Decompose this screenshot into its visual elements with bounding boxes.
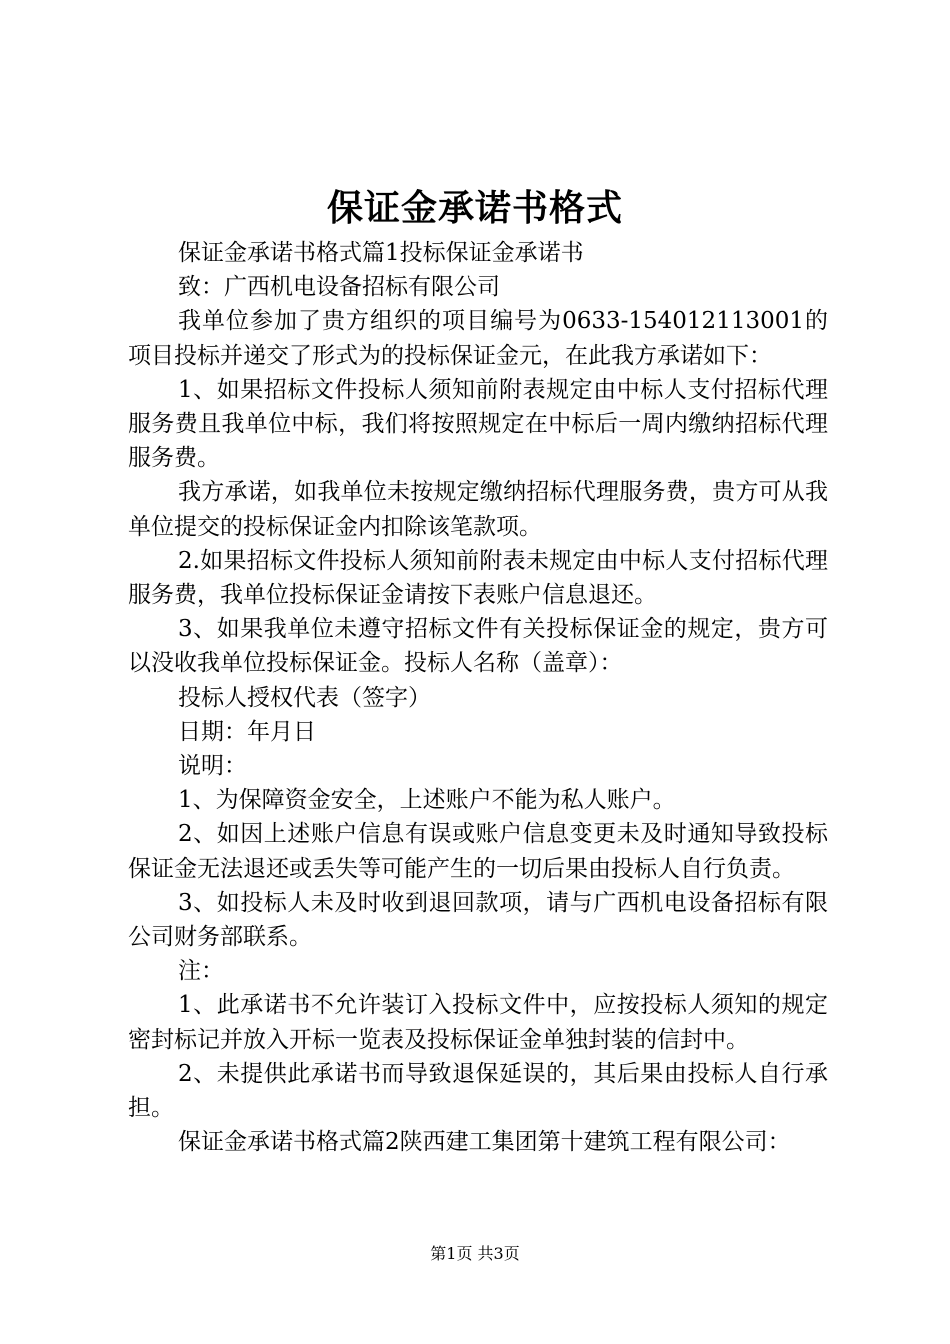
paragraph: 保证金承诺书格式篇2陕西建工集团第十建筑工程有限公司： <box>178 1129 791 1156</box>
paragraph: 说明： <box>178 753 247 780</box>
paragraph: 我方承诺，如我单位未按规定缴纳招标代理服务费，贵方可从我单位提交的投标保证金内扣除该笔款项。 <box>128 479 828 540</box>
paragraph: 日期：年月日 <box>178 718 316 745</box>
document-title: 保证金承诺书格式 <box>326 187 623 229</box>
paragraph: 1、为保障资金安全，上述账户不能为私人账户。 <box>178 787 676 814</box>
paragraph: 1、如果招标文件投标人须知前附表规定由中标人支付招标代理服务费且我单位中标，我们将按照规定在中标后一周内缴纳招标代理服务费。 <box>128 376 828 472</box>
page-indicator: 第1页 共3页 <box>430 1244 520 1263</box>
paragraph: 我单位参加了贵方组织的项目编号为0633-154012113001的项目投标并递交了形式为的投标保证金元，在此我方承诺如下： <box>128 308 828 369</box>
paragraph: 致：广西机电设备招标有限公司 <box>178 274 500 301</box>
paragraph: 2、如因上述账户信息有误或账户信息变更未及时通知导致投标保证金无法退还或丢失等可能产生的一切后果由投标人自行负责。 <box>128 821 828 882</box>
paragraph: 2.如果招标文件投标人须知前附表未规定由中标人支付招标代理服务费，我单位投标保证金请按下表账户信息退还。 <box>128 547 828 609</box>
paragraph: 3、如果我单位未遵守招标文件有关投标保证金的规定，贵方可以没收我单位投标保证金。投标人名称（盖章）： <box>128 616 828 677</box>
paragraph: 投标人授权代表（签字） <box>178 684 431 711</box>
paragraph: 3、如投标人未及时收到退回款项，请与广西机电设备招标有限公司财务部联系。 <box>128 889 828 951</box>
paragraph: 保证金承诺书格式篇1投标保证金承诺书 <box>178 240 584 266</box>
document-body <box>128 236 828 1159</box>
paragraph: 注： <box>178 958 224 985</box>
paragraph: 2、未提供此承诺书而导致退保延误的，其后果由投标人自行承担。 <box>128 1060 828 1122</box>
paragraph: 1、此承诺书不允许装订入投标文件中，应按投标人须知的规定密封标记并放入开标一览表及投标保证金单独封装的信封中。 <box>128 992 828 1053</box>
